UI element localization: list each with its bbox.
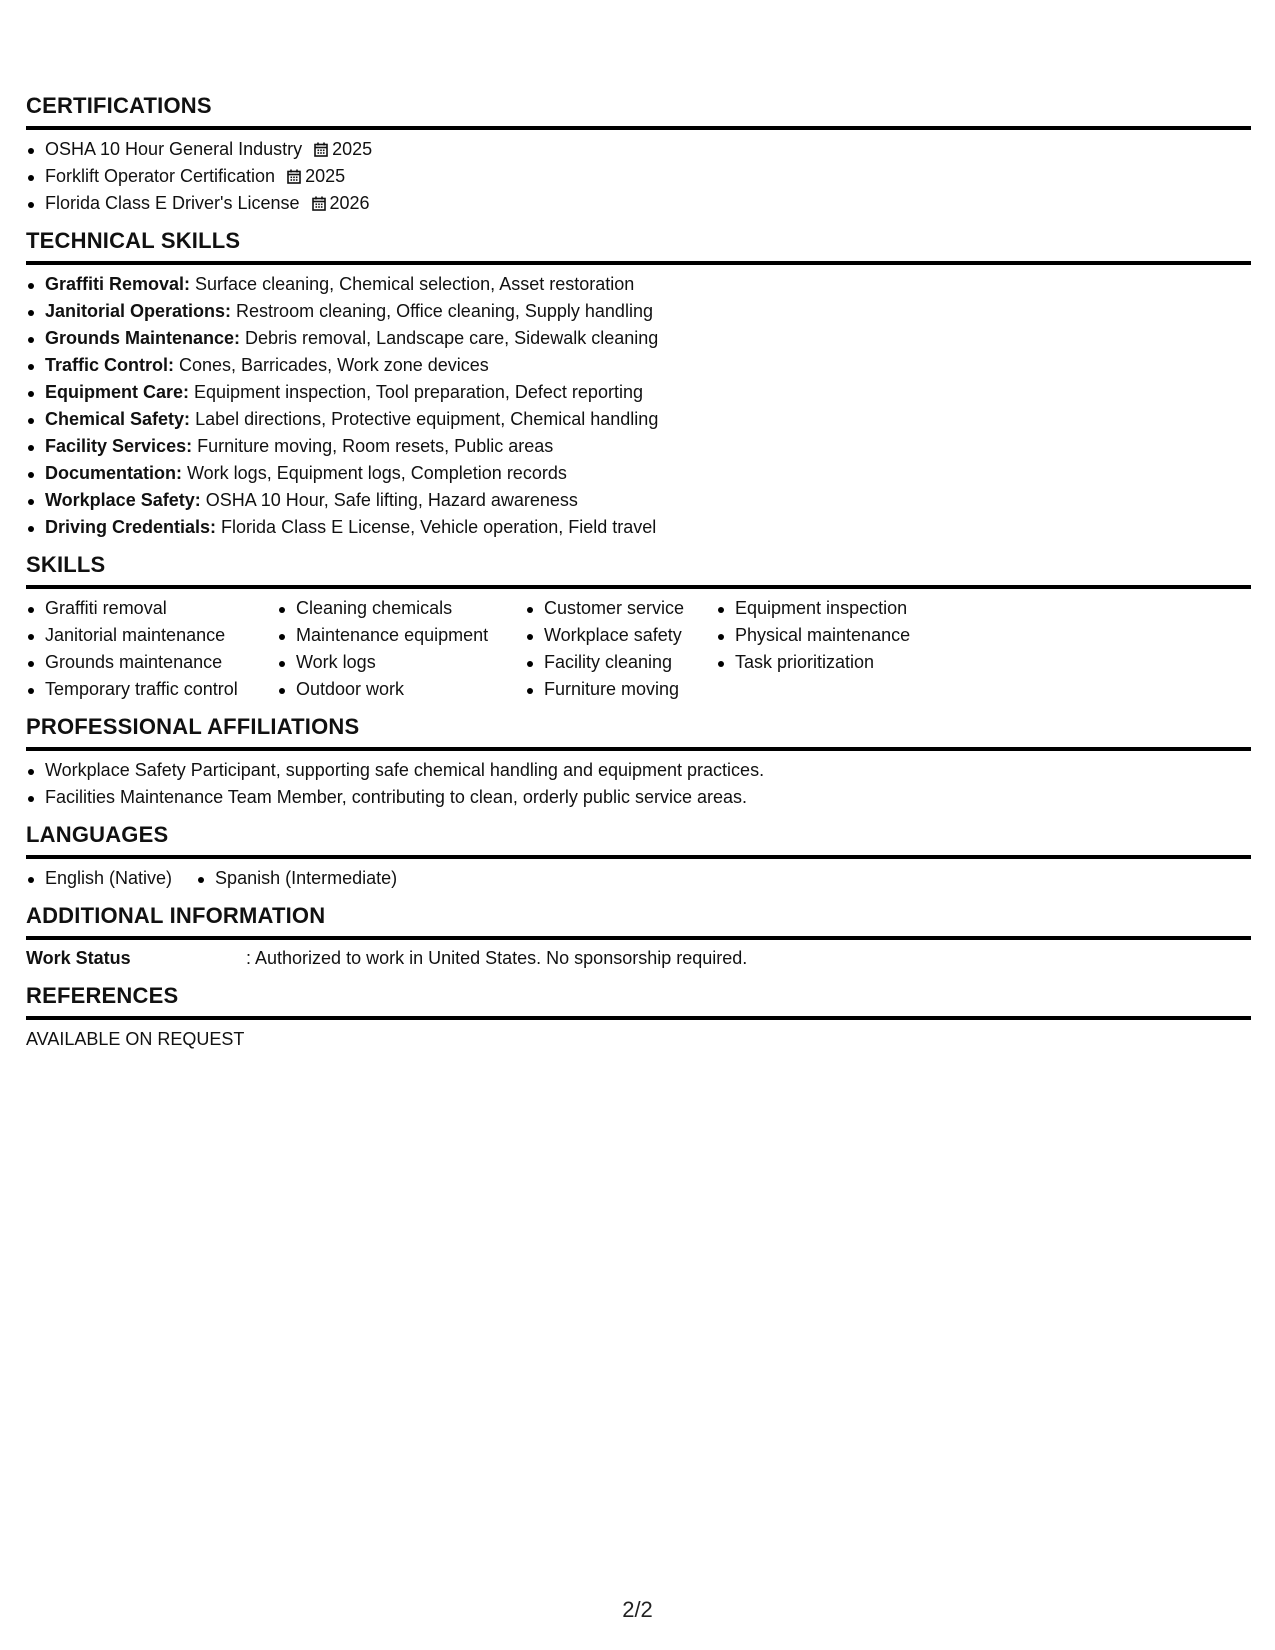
certifications-list [26, 136, 1251, 217]
affiliations-heading: PROFESSIONAL AFFILIATIONS [26, 713, 1251, 751]
skill-details: Equipment inspection, Tool preparation, Defect reporting [189, 382, 643, 402]
skill-item: Cleaning chemicals [277, 595, 525, 622]
certification-item [26, 190, 1251, 217]
page-number: 2/2 [622, 1597, 653, 1622]
affiliations-list [26, 757, 1251, 811]
skill-category: Traffic Control: [45, 355, 174, 375]
skill-item: Physical maintenance [716, 622, 936, 649]
skill-details: Label directions, Protective equipment, Chemical handling [190, 409, 659, 429]
additional-info-section [26, 902, 1251, 972]
affiliation-item: Facilities Maintenance Team Member, contributing to clean, orderly public service areas. [26, 784, 1251, 811]
work-status-label: Work Status [26, 948, 131, 968]
skill-details: Cones, Barricades, Work zone devices [174, 355, 489, 375]
technical-skills-section [26, 227, 1251, 541]
skill-item: Grounds maintenance [26, 649, 277, 676]
skill-details: Surface cleaning, Chemical selection, Asset restoration [190, 274, 635, 294]
resume-page [26, 92, 1251, 1063]
skills-column [26, 595, 277, 703]
technical-skill-item [26, 325, 1251, 352]
languages-section [26, 821, 1251, 892]
calendar-icon [287, 169, 301, 184]
certification-name: Forklift Operator Certification [45, 166, 276, 186]
skill-item: Task prioritization [716, 649, 936, 676]
languages-heading: LANGUAGES [26, 821, 1251, 859]
skill-item: Outdoor work [277, 676, 525, 703]
language-item: English (Native) [26, 865, 172, 892]
certification-item [26, 136, 1251, 163]
skill-category: Chemical Safety: [45, 409, 191, 429]
skills-column [716, 595, 936, 703]
skills-column [525, 595, 716, 703]
work-status-row [26, 945, 1251, 972]
skills-column [277, 595, 525, 703]
certification-item [26, 163, 1251, 190]
skills-heading: SKILLS [26, 551, 1251, 589]
skill-category: Equipment Care: [45, 382, 190, 402]
technical-skill-item [26, 298, 1251, 325]
technical-skills-list [26, 271, 1251, 541]
work-status-value: : Authorized to work in United States. No sponsorship required. [246, 948, 748, 968]
technical-skill-item [26, 433, 1251, 460]
skill-details: Work logs, Equipment logs, Completion records [182, 463, 567, 483]
technical-skill-item [26, 514, 1251, 541]
skill-item: Furniture moving [525, 676, 716, 703]
skill-category: Driving Credentials: [45, 517, 217, 537]
skill-item: Maintenance equipment [277, 622, 525, 649]
certification-name: OSHA 10 Hour General Industry [45, 139, 303, 159]
skill-details: Florida Class E License, Vehicle operation, Field travel [216, 517, 657, 537]
technical-skill-item [26, 487, 1251, 514]
technical-skill-item [26, 352, 1251, 379]
skill-details: Furniture moving, Room resets, Public areas [192, 436, 554, 456]
skill-category: Facility Services: [45, 436, 193, 456]
technical-skill-item [26, 379, 1251, 406]
certification-name: Florida Class E Driver's License [45, 193, 300, 213]
skill-details: Restroom cleaning, Office cleaning, Supply handling [231, 301, 653, 321]
certifications-section [26, 92, 1251, 217]
calendar-icon [312, 196, 326, 211]
technical-skill-item [26, 406, 1251, 433]
skill-details: OSHA 10 Hour, Safe lifting, Hazard awareness [200, 490, 578, 510]
skills-grid [26, 595, 1251, 703]
skill-category: Documentation: [45, 463, 182, 483]
skill-item: Customer service [525, 595, 716, 622]
skill-item: Equipment inspection [716, 595, 936, 622]
certification-year: 2026 [329, 193, 370, 213]
technical-skills-heading: TECHNICAL SKILLS [26, 227, 1251, 265]
references-section [26, 982, 1251, 1053]
skill-item: Work logs [277, 649, 525, 676]
references-heading: REFERENCES [26, 982, 1251, 1020]
certification-year: 2025 [332, 139, 373, 159]
certifications-heading: CERTIFICATIONS [26, 92, 1251, 130]
skill-item: Workplace safety [525, 622, 716, 649]
technical-skill-item [26, 460, 1251, 487]
language-item: Spanish (Intermediate) [196, 865, 397, 892]
skill-category: Graffiti Removal: [45, 274, 191, 294]
skill-item: Graffiti removal [26, 595, 277, 622]
skill-item: Janitorial maintenance [26, 622, 277, 649]
languages-list [26, 865, 1251, 892]
affiliations-section [26, 713, 1251, 811]
additional-info-heading: ADDITIONAL INFORMATION [26, 902, 1251, 940]
certification-year: 2025 [305, 166, 346, 186]
skill-item: Facility cleaning [525, 649, 716, 676]
skills-section [26, 551, 1251, 703]
skill-category: Janitorial Operations: [45, 301, 232, 321]
affiliation-item: Workplace Safety Participant, supporting safe chemical handling and equipment practices. [26, 757, 1251, 784]
references-text: AVAILABLE ON REQUEST [26, 1029, 245, 1049]
technical-skill-item [26, 271, 1251, 298]
skill-item: Temporary traffic control [26, 676, 277, 703]
skill-category: Grounds Maintenance: [45, 328, 241, 348]
skill-category: Workplace Safety: [45, 490, 201, 510]
skill-details: Debris removal, Landscape care, Sidewalk cleaning [240, 328, 659, 348]
calendar-icon [314, 142, 328, 157]
